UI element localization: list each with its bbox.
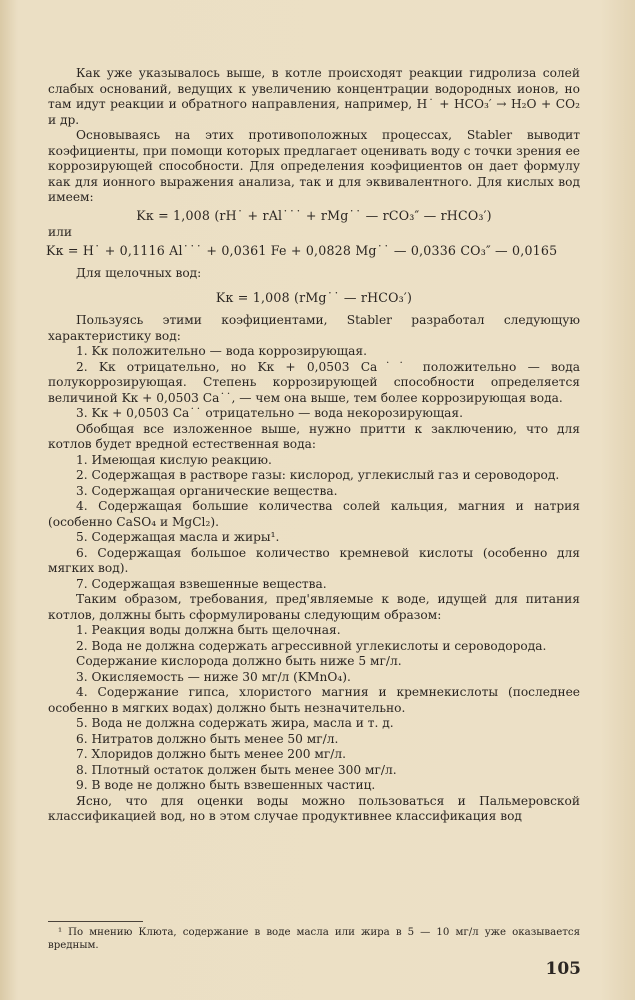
paragraph-stabler-intro: Основываясь на этих противоположных процессах, Stabler выводит коэфициенты, при помощи которых предлагает оценивать воду с точки зрения ее коррозирующей способности. Для определения коэфициентов он дает формулу как для ионного выражения анализа, так и для эквивалентного. Для кислых вод имеем: bbox=[48, 128, 580, 204]
paragraph-conclusion: Обобщая все изложенное выше, нужно притти к заключению, что для котлов будет вредной естественная вода: bbox=[48, 421, 580, 451]
list-item: 2. Содержащая в растворе газы: кислород, углекислый газ и сероводород. bbox=[76, 468, 560, 482]
list-item: 6. Нитратов должно быть менее 50 мг/л. bbox=[76, 731, 339, 746]
list-item: 3. Окисляемость — ниже 30 мг/л (KMnO₄). bbox=[76, 669, 351, 684]
list-item: 1. Имеющая кислую реакцию. bbox=[76, 452, 272, 467]
footnote: ¹ По мнению Клюта, содержание в воде масла или жира в 5 — 10 мг/л уже оказывается вредным. bbox=[48, 927, 580, 951]
formula-acid-waters-equivalent: Kк = H˙ + 0,1116 Al˙˙˙ + 0,0361 Fe + 0,0828 Mg˙˙ — 0,0336 CO₃″ — 0,0165 bbox=[46, 242, 558, 258]
paragraph-requirements-intro: Таким образом, требования, пред'являемые к воде, идущей для питания котлов, должны быть сформулированы следующим образом: bbox=[48, 592, 580, 622]
alkaline-waters-label: Для щелочных вод: bbox=[76, 266, 202, 280]
list-item: 2. Kк отрицательно, но Kк + 0,0503 Ca˙˙ положительно — вода полукоррозирующая. Степень коррозирующей способности определяется величиной Kк + 0,0503 Ca˙˙, — чем она выше, тем более коррозирующая вода. bbox=[48, 359, 580, 405]
list-item: 7. Содержащая взвешенные вещества. bbox=[76, 576, 327, 591]
paragraph-palmer-classification: Ясно, что для оценки воды можно пользоваться и Пальмеровской классификацией вод, но в этом случае продуктивнее классификация вод bbox=[48, 793, 580, 823]
list-item: 8. Плотный остаток должен быть менее 300 мг/л. bbox=[76, 762, 397, 777]
footnote-divider bbox=[48, 921, 143, 922]
page-number: 105 bbox=[545, 959, 581, 979]
list-item: 6. Содержащая большое количество кремневой кислоты (особенно для мягких вод). bbox=[48, 545, 580, 575]
stabler-list bbox=[48, 344, 580, 422]
list-item: 4. Содержание гипса, хлористого магния и кремнекислоты (последнее особенно в мягких водах) должно быть незначительно. bbox=[48, 685, 580, 715]
formula-connector-or: или bbox=[48, 225, 72, 239]
list-item: 1. Реакция воды должна быть щелочная. bbox=[76, 623, 341, 637]
list-item: 1. Kк положительно — вода коррозирующая. bbox=[76, 344, 367, 358]
requirements-list bbox=[48, 623, 580, 794]
list-item: 9. В воде не должно быть взвешенных частиц. bbox=[76, 778, 376, 792]
list-item: 3. Содержащая органические вещества. bbox=[76, 483, 338, 498]
list-item: 7. Хлоридов должно быть менее 200 мг/л. bbox=[76, 747, 347, 761]
paragraph-hydrolysis: Как уже указывалось выше, в котле происходят реакции гидролиза солей слабых оснований, ведущих к увеличению концентрации водородных ионов, но там идут реакции и обратного направления, например, H˙ + HCO₃′ → H₂O + CO₂ и др. bbox=[48, 66, 580, 127]
list-item: 4. Содержащая большие количества солей кальция, магния и натрия (особенно CaSO₄ и MgCl₂). bbox=[48, 499, 580, 529]
paragraph-stabler-characteristic: Пользуясь этими коэфициентами, Stabler разработал следующую характеристику вод: bbox=[48, 313, 580, 343]
list-item: 2. Вода не должна содержать агрессивной углекислоты и сероводорода. bbox=[76, 638, 547, 653]
list-item: 3. Kк + 0,0503 Ca˙˙ отрицательно — вода некорозирующая. bbox=[76, 406, 463, 420]
list-item: 5. Вода не должна содержать жира, масла и т. д. bbox=[76, 716, 394, 730]
harmful-water-list bbox=[48, 453, 580, 593]
formula-alkaline-waters: Kк = 1,008 (rMg˙˙ — rHCO₃′) bbox=[215, 289, 413, 305]
list-item: Содержание кислорода должно быть ниже 5 мг/л. bbox=[76, 654, 402, 668]
list-item: 5. Содержащая масла и жиры¹. bbox=[76, 530, 280, 544]
formula-acid-waters-ionic: Kк = 1,008 (rH˙ + rAl˙˙˙ + rMg˙˙ — rCO₃″ — rHCO₃′) bbox=[136, 207, 492, 223]
